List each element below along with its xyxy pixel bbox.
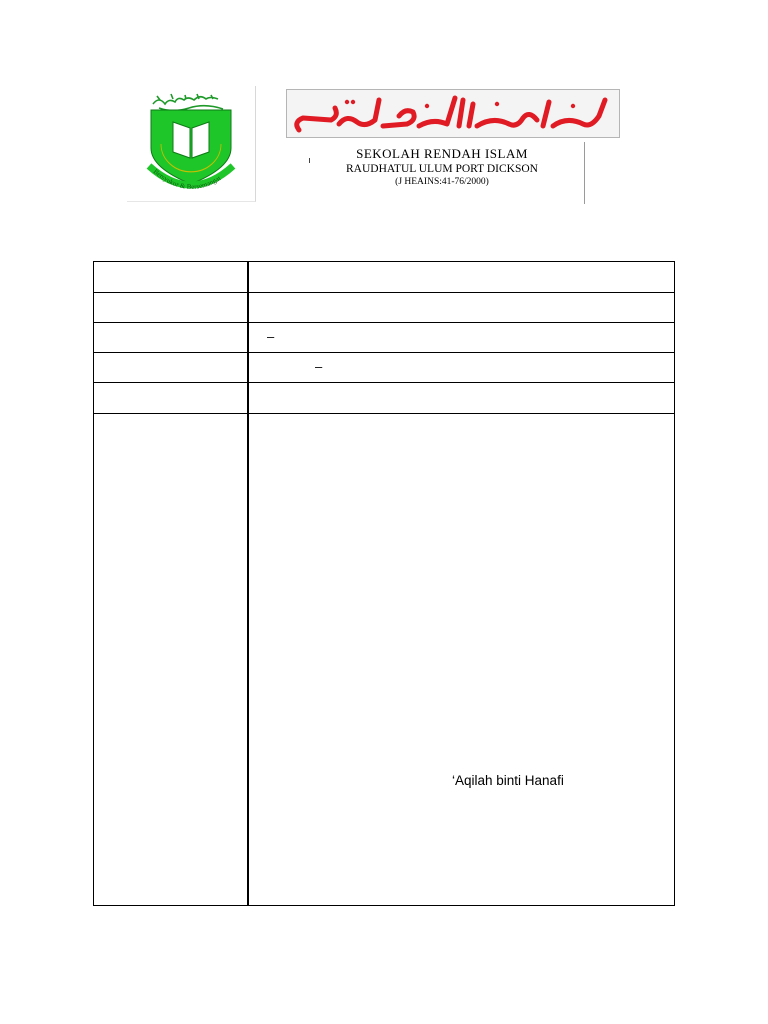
form-value-cell: [248, 353, 675, 383]
crest-calligraphy: [153, 94, 223, 111]
form-label-cell: [94, 293, 249, 323]
signature-name: ‘Aqilah binti Hanafi: [452, 773, 564, 788]
form-row-4: [94, 353, 675, 383]
form-table: [93, 261, 675, 906]
row4-dash: –: [315, 359, 323, 374]
stray-mark: [309, 158, 310, 163]
form-label-cell: [94, 383, 249, 414]
school-name-line2: RAUDHATUL ULUM PORT DICKSON: [346, 163, 538, 175]
form-row-2: [94, 293, 675, 323]
form-value-cell: [248, 383, 675, 414]
svg-text:Bersyukur & Bersemangat: Bersyukur & Bersemangat: [151, 167, 223, 192]
form-value-cell: [248, 262, 675, 293]
form-row-3: [94, 323, 675, 353]
form-body-cell: [248, 414, 675, 906]
school-name-line1: SEKOLAH RENDAH ISLAM: [356, 146, 528, 161]
crest-icon: [127, 86, 255, 201]
form-row-6: [94, 414, 675, 906]
form-value-cell: [248, 323, 675, 353]
school-registration-number: (J HEAINS:41-76/2000): [395, 177, 489, 187]
school-name-banner: [286, 89, 620, 138]
school-name-block: [300, 142, 585, 204]
form-value-cell: [248, 293, 675, 323]
form-row-1: [94, 262, 675, 293]
school-crest-logo: [127, 86, 256, 202]
form-label-cell: [94, 353, 249, 383]
form-label-cell: [94, 414, 249, 906]
row3-dash: –: [267, 329, 275, 344]
form-row-5: [94, 383, 675, 414]
form-label-cell: [94, 323, 249, 353]
form-label-cell: [94, 262, 249, 293]
arabic-calligraphy-icon: [287, 90, 621, 139]
